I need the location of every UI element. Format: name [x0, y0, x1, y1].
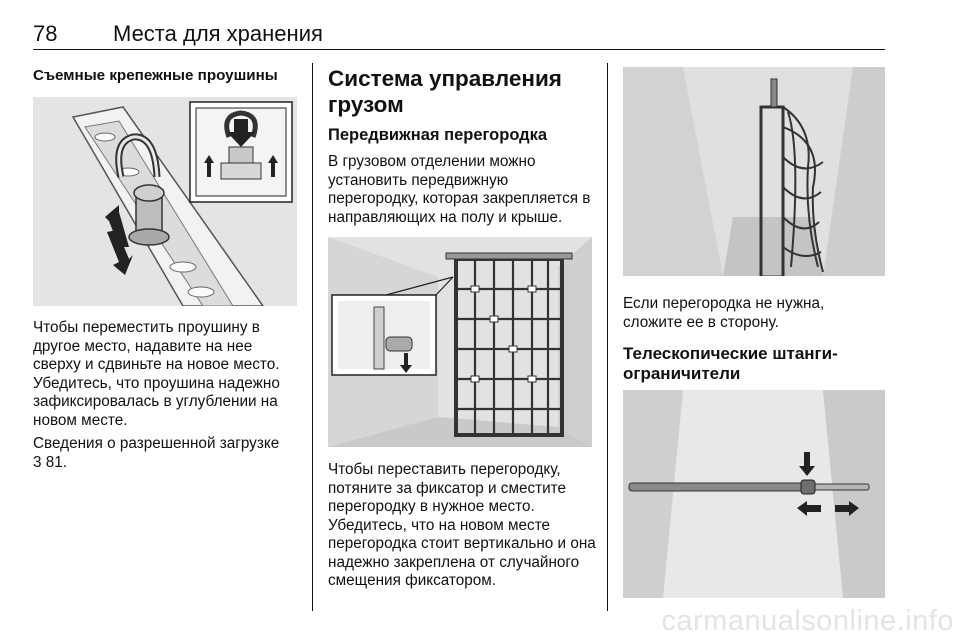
- figure-partition-folded: [623, 67, 885, 276]
- watermark: carmanualsonline.info: [661, 605, 954, 637]
- figure-partition-net: [328, 237, 592, 447]
- paragraph: Чтобы переставить перегородку, потяните за фиксатор и сместите перегородку в нужное место. Убедитесь, что на новом месте перегородка стоит вертикально и она надежно закреплена от случайного смещения фиксатором.: [328, 461, 596, 589]
- section-heading-lashing-eyes: Съемные крепежные проушины: [33, 67, 278, 84]
- section-heading-telescopic-bars: Телескопические штанги-ограничители: [623, 344, 838, 383]
- section-heading-cargo-management: Система управления грузом: [328, 66, 562, 117]
- header-rule: [33, 49, 885, 50]
- paragraph: Если перегородка не нужна, сложите ее в сторону.: [623, 295, 825, 331]
- arrow-reference-icon: 3: [33, 453, 42, 471]
- text-block: [328, 153, 598, 227]
- column-divider: [312, 63, 313, 611]
- page-title: Места для хранения: [113, 21, 323, 46]
- reference-page: 81.: [45, 453, 68, 471]
- page-number: 78: [33, 21, 58, 46]
- reference-text: Сведения о разрешенной загрузке: [33, 435, 280, 452]
- paragraph: В грузовом отделении можно установить передвижную перегородку, которая закрепляется в направляющих на полу и крыше.: [328, 153, 591, 226]
- paragraph: Чтобы переместить проушину в другое место, надавите на нее сверху и сдвиньте на новое место. Убедитесь, что проушина надежно зафиксировалась в углублении на новом месте.: [33, 319, 280, 429]
- figure-telescopic-bar: [623, 390, 885, 598]
- figure-lashing-eye: [33, 97, 297, 306]
- text-block: [33, 319, 303, 472]
- text-block: [623, 295, 885, 332]
- paragraph-reference: [33, 435, 303, 472]
- text-block: [328, 461, 600, 591]
- subheading-partition: Передвижная перегородка: [328, 126, 548, 144]
- column-divider: [607, 63, 608, 611]
